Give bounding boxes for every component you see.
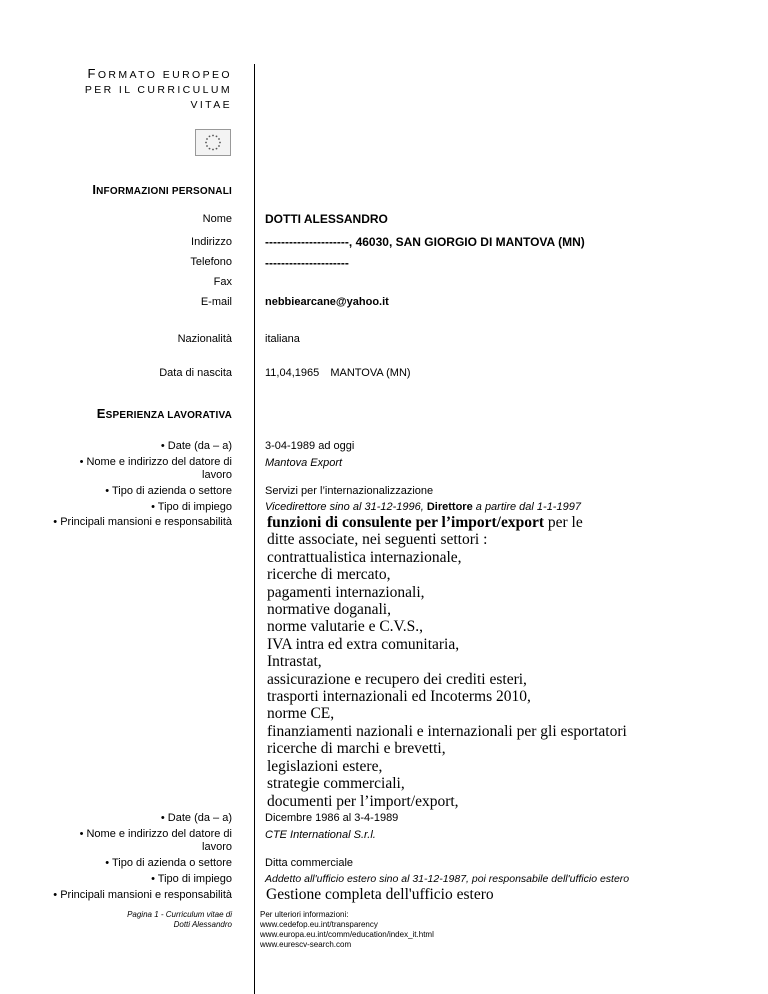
- job2-job-type: Addetto all'ufficio estero sino al 31-12-1987, poi responsabile dell'ufficio estero: [265, 873, 630, 885]
- footer-link[interactable]: www.cedefop.eu.int/transparency: [260, 920, 378, 929]
- job1-dates: 3-04-1989 ad oggi: [265, 440, 355, 452]
- phone-value: ---------------------: [265, 256, 349, 270]
- label-address: Indirizzo: [191, 236, 232, 248]
- job1-duties-line: norme valutarie e C.V.S.,: [267, 618, 423, 636]
- footer-link[interactable]: www.eurescv-search.com: [260, 940, 352, 949]
- cv-title-line2: PER IL CURRICULUM: [84, 84, 232, 96]
- label-phone: Telefono: [190, 256, 232, 268]
- nationality-value: italiana: [265, 333, 300, 345]
- job1-duties-line: trasporti internazionali ed Incoterms 2010,: [267, 688, 531, 706]
- footer-info-heading: Per ulteriori informazioni:: [260, 910, 349, 919]
- job1-duties-line: ricerche di marchi e brevetti,: [267, 740, 446, 758]
- footer-link[interactable]: www.europa.eu.int/comm/education/index_it.html: [260, 930, 434, 939]
- job2-label-dates: • Date (da – a): [160, 812, 232, 824]
- birth-date: 11,04,1965: [265, 367, 320, 379]
- birth-place: MANTOVA (MN): [330, 367, 411, 379]
- footer-page-info: Pagina 1 - Curriculum vitae di Dotti Alessandro: [127, 910, 232, 929]
- job1-duties-line: normative doganali,: [267, 601, 391, 619]
- job1-duties-line: norme CE,: [267, 705, 335, 723]
- eu-flag-icon: [195, 129, 231, 156]
- job1-duties-line: IVA intra ed extra comunitaria,: [267, 635, 460, 653]
- label-nationality: Nazionalità: [177, 333, 232, 345]
- job1-duties-line: pagamenti internazionali,: [267, 583, 425, 601]
- email-value: nebbiearcane@yahoo.it: [265, 296, 389, 308]
- label-name: Nome: [202, 213, 232, 225]
- job1-job-type: Vicedirettore sino al 31-12-1996, Direttore a partire dal 1-1-1997: [265, 501, 581, 513]
- job2-label-duties: • Principali mansioni e responsabilità: [53, 889, 232, 901]
- job2-dates: Dicembre 1986 al 3-4-1989: [265, 812, 399, 824]
- job1-duties-line: legislazioni estere,: [267, 757, 383, 775]
- job2-sector: Ditta commerciale: [265, 857, 354, 869]
- job1-duties-line: documenti per l’import/export,: [267, 792, 459, 810]
- job1-duties-line: ditte associate, nei seguenti settori :: [267, 531, 488, 549]
- cv-title-line3: VITAE: [190, 99, 232, 111]
- job1-duties-line: finanziamenti nazionali e internazionali per gli esportatori: [267, 722, 627, 740]
- job1-duties-line: ricerche di mercato,: [267, 566, 391, 584]
- label-email: E-mail: [200, 296, 232, 308]
- section-experience: ESPERIENZA LAVORATIVA: [96, 406, 232, 421]
- cv-title: [85, 66, 232, 113]
- section-personal-info: INFORMAZIONI PERSONALI: [92, 182, 232, 197]
- job1-duties-line: strategie commerciali,: [267, 775, 405, 793]
- job2-label-employer: • Nome e indirizzo del datore di lavoro: [79, 828, 232, 853]
- job2-duties: Gestione completa dell'ufficio estero: [266, 886, 494, 903]
- address-value: ---------------------, 46030, SAN GIORGIO DI MANTOVA (MN): [265, 235, 585, 249]
- job1-label-duties: • Principali mansioni e responsabilità: [53, 516, 232, 528]
- job2-label-sector: • Tipo di azienda o settore: [105, 857, 232, 869]
- job1-employer: Mantova Export: [265, 457, 343, 469]
- job2-label-jobtype: • Tipo di impiego: [151, 873, 232, 885]
- job1-label-dates: • Date (da – a): [160, 440, 232, 452]
- vertical-divider: [254, 64, 255, 994]
- label-fax: Fax: [213, 276, 232, 288]
- birth-value: [265, 367, 411, 379]
- job1-duties-line: assicurazione e recupero dei crediti esteri,: [267, 670, 527, 688]
- label-birth: Data di nascita: [159, 367, 232, 379]
- footer-links: [260, 910, 434, 950]
- name-value: DOTTI ALESSANDRO: [265, 212, 388, 226]
- job1-duties: [267, 514, 627, 810]
- job1-duties-line: contrattualistica internazionale,: [267, 548, 462, 566]
- job2-employer: CTE International S.r.l.: [265, 829, 376, 841]
- job1-duties-line: funzioni di consulente per l’import/export per le: [267, 514, 583, 531]
- job1-duties-line: Intrastat,: [267, 653, 322, 671]
- job1-label-jobtype: • Tipo di impiego: [151, 501, 232, 513]
- job1-sector: Servizi per l’internazionalizzazione: [265, 485, 434, 497]
- cv-title-line1: FORMATO EUROPEO: [87, 66, 232, 81]
- job1-label-employer: • Nome e indirizzo del datore di lavoro: [79, 456, 232, 481]
- job1-label-sector: • Tipo di azienda o settore: [105, 485, 232, 497]
